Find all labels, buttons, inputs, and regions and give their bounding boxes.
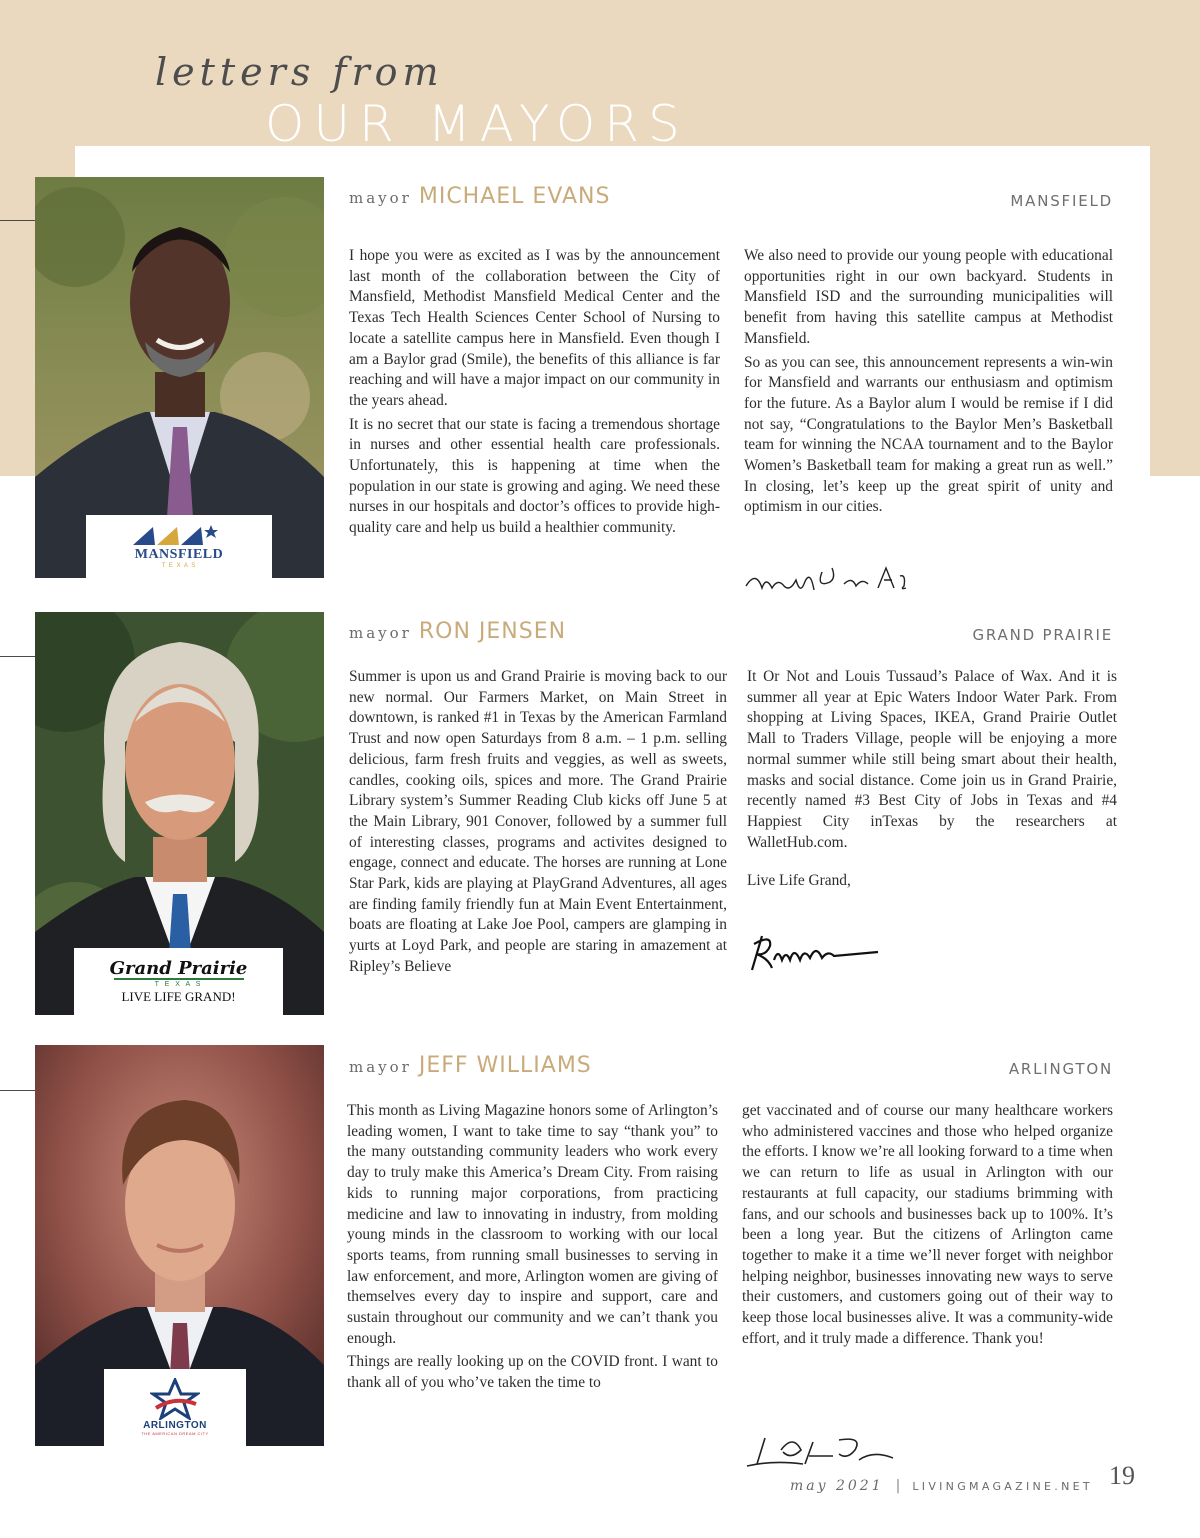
grand-prairie-logo-text: Grand Prairie: [109, 958, 248, 979]
grand-prairie-logo-tagline: LIVE LIFE GRAND!: [121, 989, 236, 1004]
website-link[interactable]: LIVINGMAGAZINE.NET: [912, 1480, 1093, 1493]
footer-separator: |: [895, 1478, 901, 1494]
mayor-label: mayor: [349, 1058, 412, 1076]
arlington-logo-text: ARLINGTON: [143, 1420, 207, 1431]
letter-column-2: [744, 246, 1113, 521]
arlington-logo-sub: THE AMERICAN DREAM CITY: [141, 1431, 209, 1436]
mayor-name: RON JENSEN: [418, 619, 567, 644]
city-logo-grand-prairie: [74, 948, 283, 1015]
mansfield-logo-sub: T E X A S: [161, 563, 197, 569]
mayor-name: MICHAEL EVANS: [418, 184, 611, 209]
mayor-label: mayor: [349, 189, 412, 207]
letter-column-2: [742, 1101, 1113, 1352]
mayor-heading: [349, 619, 566, 644]
paragraph: Summer is upon us and Grand Prairie is moving back to our new normal. Our Farmers Market, on Main Street in downtown, is ranked #1 in Texas by the American Farmland Trust and now open Saturdays from 8 a.m. – 1 p.m. selling delicious, farm fresh fruits and veggies, as well as sweets, candles, cooking oils, spices and more. The Grand Prairie Library system’s Summer Reading Club kicks off June 5 at the Main Library, 901 Conover, followed by a summer full of interesting classes, programs and activites designed to engage, connect and educate. The horses are running at Lone Star Park, kids are playing at PlayGrand Adventures, all ages are finding family friendly fun at Main Event Entertainment, boats are floating at Lake Joe Pool, campers are glamping in yurts at Loyd Park, and people are staring in amazement at Ripley’s Believe: [349, 668, 727, 975]
city-name: ARLINGTON: [1008, 1060, 1113, 1078]
mayor-name: JEFF WILLIAMS: [418, 1053, 592, 1078]
mansfield-logo-text: MANSFIELD: [134, 547, 224, 562]
closing-line: Live Life Grand,: [747, 872, 851, 890]
letter-column-1: [349, 246, 720, 542]
letter-column-2: [747, 667, 1117, 895]
page-footer: [790, 1478, 1093, 1494]
signature-williams: [743, 1430, 903, 1472]
issue-date: may 2021: [790, 1478, 884, 1494]
mayor-label: mayor: [349, 624, 412, 642]
letter-column-1: [349, 667, 727, 981]
grand-prairie-logo-sub: T E X A S: [114, 978, 244, 989]
paragraph: Things are really looking up on the COVID front. I want to thank all of you who’ve taken the time to: [347, 1353, 718, 1392]
mayor-heading: [349, 184, 610, 209]
city-logo-arlington: [104, 1369, 246, 1446]
paragraph: I hope you were as excited as I was by the announcement last month of the collaboration between the City of Mansfield, Methodist Mansfield Medical Center and the Texas Tech Health Sciences Center School of Nursing to locate a satellite campus here in Mansfield. Even though I am a Baylor grad (Smile), the benefits of this alliance is far reaching and will have a major impact on our community in the years ahead.: [349, 247, 720, 409]
signature-jensen: [748, 930, 883, 975]
page-number: 19: [1109, 1461, 1135, 1490]
paragraph: This month as Living Magazine honors some of Arlington’s leading women, I want to take time to say “thank you” to the many outstanding community leaders who work every day to truly make this America’s Dream City. From raising kids to running major corporations, from practicing medicine and law to innovating in industry, from molding young minds in the classroom to working with our local sports teams, from running small businesses to serving in law enforcement, and more, Arlington women are giving of themselves every day to inspire and support, care and sustain throughout our community and we can’t thank you enough.: [347, 1102, 718, 1347]
letter-column-1: [347, 1101, 718, 1397]
mayor-heading: [349, 1053, 592, 1078]
page-title: OUR MAYORS: [265, 95, 689, 147]
page-kicker: letters from: [155, 50, 444, 94]
mansfield-logo-icon: [131, 523, 227, 547]
arlington-star-icon: [150, 1378, 200, 1420]
city-logo-mansfield: [86, 515, 272, 578]
paragraph: It is no secret that our state is facing a tremendous shortage in nurses and other essential health care professionals. Unfortunately, this is happening at time when the population in our state is growing and aging. We need these nurses in our hospitals and doctor’s offices to provide high-quality care and help us build a healthier community.: [349, 415, 720, 537]
city-name: GRAND PRAIRIE: [972, 626, 1113, 644]
paragraph: get vaccinated and of course our many healthcare workers who administered vaccines and those who helped organize the efforts. I know we’re all looking forward to a time when we can return to life as usual in Arlington with our restaurants at full capacity, our stadiums brimming with fans, and our schools and businesses back up to 100%. It’s been a long year. But the citizens of Arlington came together to make it a time we’ll never forget with neighbor helping neighbor, businesses innovating new ways to serve their customers, and customers going out of their way to keep those local businesses alive. It was a community-wide effort, and it truly made a difference. Thank you!: [742, 1102, 1113, 1347]
paragraph: It Or Not and Louis Tussaud’s Palace of Wax. And it is summer all year at Epic Waters Indoor Water Park. From shopping at Living Spaces, IKEA, Grand Prairie Outlet Mall to Traders Village, people will be enjoying a more normal summer while still being smart about their health, masks and social distance. Come join us in Grand Prairie, recently named #3 Best City of Jobs in Texas and #4 Happiest City inTexas by the researchers at WalletHub.com.: [747, 668, 1117, 851]
paragraph: So as you can see, this announcement represents a win-win for Mansfield and warrants our enthusiasm and optimism for the future. As a Baylor alum I would be remise if I did not say, “Congratulations to the Baylor Men’s Basketball team for winning the NCAA tournament and to the Baylor Women’s Basketball team for making a great run as well.” In closing, let’s keep up the great spirit of unity and optimism in our cities.: [744, 353, 1113, 516]
paragraph: We also need to provide our young people with educational opportunities right in our own backyard. Students in Mansfield ISD and the surrounding municipalities will benefit from having this satellite campus at Methodist Mansfield.: [744, 247, 1113, 347]
city-name: MANSFIELD: [1010, 192, 1113, 210]
signature-evans: [744, 558, 914, 600]
